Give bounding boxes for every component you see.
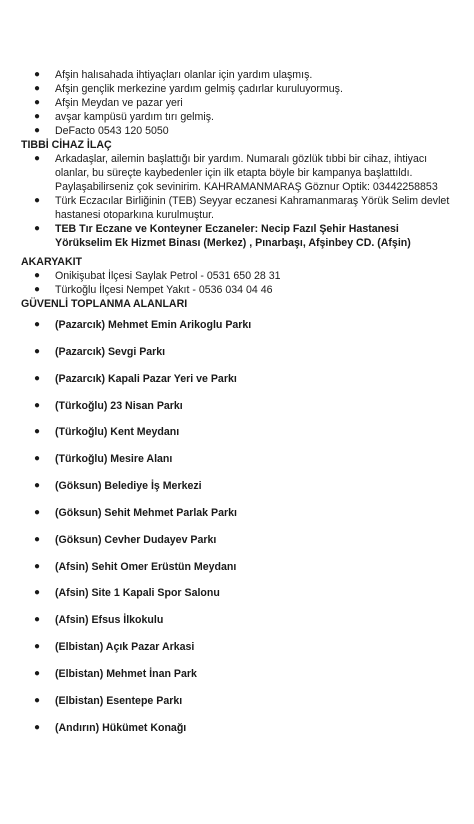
list-item	[0, 425, 474, 452]
list-item	[0, 721, 474, 748]
list-item-text: (Elbistan) Açık Pazar Arkasi	[55, 641, 195, 654]
medical-list	[0, 152, 474, 250]
list-item-text: (Pazarcık) Mehmet Emin Arikoglu Parkı	[55, 319, 252, 331]
list-item	[0, 667, 474, 694]
list-item-text: DeFacto 0543 120 5050	[55, 125, 169, 137]
bullet-icon: ●	[34, 83, 41, 94]
list-item	[0, 586, 474, 613]
list-item-text: avşar kampüsü yardım tırı gelmiş.	[55, 111, 214, 123]
bullet-icon: ●	[34, 284, 41, 295]
list-item-text: (Türkoğlu) Mesire Alanı	[55, 453, 173, 466]
list-item	[0, 318, 474, 345]
bullet-icon: ●	[34, 560, 41, 572]
list-item-line: TEB Tır Eczane ve Konteyner Eczaneler: Necip Fazıl Şehir Hastanesi	[55, 223, 399, 235]
list-item	[0, 96, 474, 110]
list-item-text: (Elbistan) Esentepe Parkı	[55, 694, 183, 707]
list-item-line: hastanesi otoparkına kurulmuştur.	[55, 209, 214, 221]
bullet-icon: ●	[34, 721, 41, 733]
bullet-icon: ●	[34, 694, 41, 706]
bullet-icon: ●	[34, 506, 41, 518]
list-item	[0, 452, 474, 479]
bullet-icon: ●	[34, 111, 41, 122]
list-item-text: (Pazarcık) Kapali Pazar Yeri ve Parkı	[55, 372, 237, 385]
list-item-line: Paylaşabilirseniz çok sevinirim. KAHRAMANMARAŞ Göznur Optik: 03442258853	[55, 181, 438, 193]
bullet-icon: ●	[34, 480, 41, 492]
bullet-icon: ●	[34, 97, 41, 108]
list-item	[0, 506, 474, 533]
list-item	[0, 372, 474, 399]
list-item	[0, 613, 474, 640]
bullet-icon: ●	[34, 195, 41, 206]
list-item-text: (Türkoğlu) 23 Nisan Parkı	[55, 399, 183, 412]
bullet-icon: ●	[34, 372, 41, 384]
list-item	[0, 640, 474, 667]
bullet-icon: ●	[34, 399, 41, 411]
bullet-icon: ●	[34, 453, 41, 465]
list-item-text: (Türkoğlu) Kent Meydanı	[55, 426, 180, 439]
list-item	[0, 694, 474, 721]
section-heading-fuel: AKARYAKIT	[21, 256, 83, 268]
list-item-line: Yörükselim Ek Hizmet Binası (Merkez) , Pınarbaşı, Afşinbey CD. (Afşin)	[55, 237, 411, 249]
list-item-text: Afşin gençlik merkezine yardım gelmiş çadırlar kuruluyormuş.	[55, 83, 343, 95]
list-item-text: (Göksun) Cevher Dudayev Parkı	[55, 533, 217, 546]
list-item-text: (Elbistan) Mehmet İnan Park	[55, 667, 197, 680]
list-item	[0, 124, 474, 138]
list-item-text: (Pazarcık) Sevgi Parkı	[55, 345, 166, 358]
list-item-text: Türkoğlu İlçesi Nempet Yakıt - 0536 034 04 46	[55, 284, 273, 296]
bullet-icon: ●	[34, 125, 41, 136]
section-heading-assembly-areas: GÜVENLİ TOPLANMA ALANLARI	[21, 298, 188, 310]
bullet-icon: ●	[34, 667, 41, 679]
assembly-areas-list	[0, 318, 474, 748]
list-item	[0, 110, 474, 124]
list-item-line: olanlar, bu süreçte kaybedenler için ilk etapta böyle bir kampanya başlattıldı.	[55, 167, 413, 179]
list-item-text: Onikişubat İlçesi Saylak Petrol - 0531 650 28 31	[55, 270, 281, 282]
list-item-text: Afşin halısahada ihtiyaçları olanlar için yardım ulaşmış.	[55, 69, 313, 81]
bullet-icon: ●	[34, 426, 41, 438]
bullet-icon: ●	[34, 641, 41, 653]
bullet-icon: ●	[34, 270, 41, 281]
list-item	[0, 269, 474, 283]
bullet-icon: ●	[34, 153, 41, 164]
list-item-text: (Göksun) Sehit Mehmet Parlak Parkı	[55, 506, 237, 519]
list-item-text: (Afsin) Efsus İlkokulu	[55, 614, 164, 627]
list-item-text: (Afsin) Site 1 Kapali Spor Salonu	[55, 587, 220, 600]
afsin-aid-list	[0, 68, 474, 138]
bullet-icon: ●	[34, 614, 41, 626]
bullet-icon: ●	[34, 69, 41, 80]
list-item	[0, 560, 474, 587]
bullet-icon: ●	[34, 587, 41, 599]
bullet-icon: ●	[34, 223, 41, 234]
list-item	[0, 345, 474, 372]
list-item-text: (Göksun) Belediye İş Merkezi	[55, 480, 202, 493]
list-item	[0, 222, 474, 250]
list-item	[0, 82, 474, 96]
list-item	[0, 479, 474, 506]
fuel-list	[0, 269, 474, 297]
list-item-line: Türk Eczacılar Birliğinin (TEB) Seyyar eczanesi Kahramanmaraş Yörük Selim devlet	[55, 195, 450, 207]
list-item-text: (Andırın) Hükümet Konağı	[55, 721, 187, 734]
list-item-line: Arkadaşlar, ailemin başlattığı bir yardım. Numaralı gözlük tıbbi bir cihaz, ihtiyacı	[55, 153, 428, 165]
bullet-icon: ●	[34, 345, 41, 357]
list-item	[0, 68, 474, 82]
list-item	[0, 283, 474, 297]
list-item	[0, 533, 474, 560]
bullet-icon: ●	[34, 533, 41, 545]
list-item	[0, 194, 474, 222]
list-item	[0, 399, 474, 426]
list-item-text: (Afsin) Sehit Omer Erüstün Meydanı	[55, 560, 237, 573]
section-heading-medical: TIBBİ CİHAZ İLAÇ	[21, 139, 112, 151]
bullet-icon: ●	[34, 319, 41, 330]
list-item	[0, 152, 474, 194]
list-item-text: Afşin Meydan ve pazar yeri	[55, 97, 183, 109]
